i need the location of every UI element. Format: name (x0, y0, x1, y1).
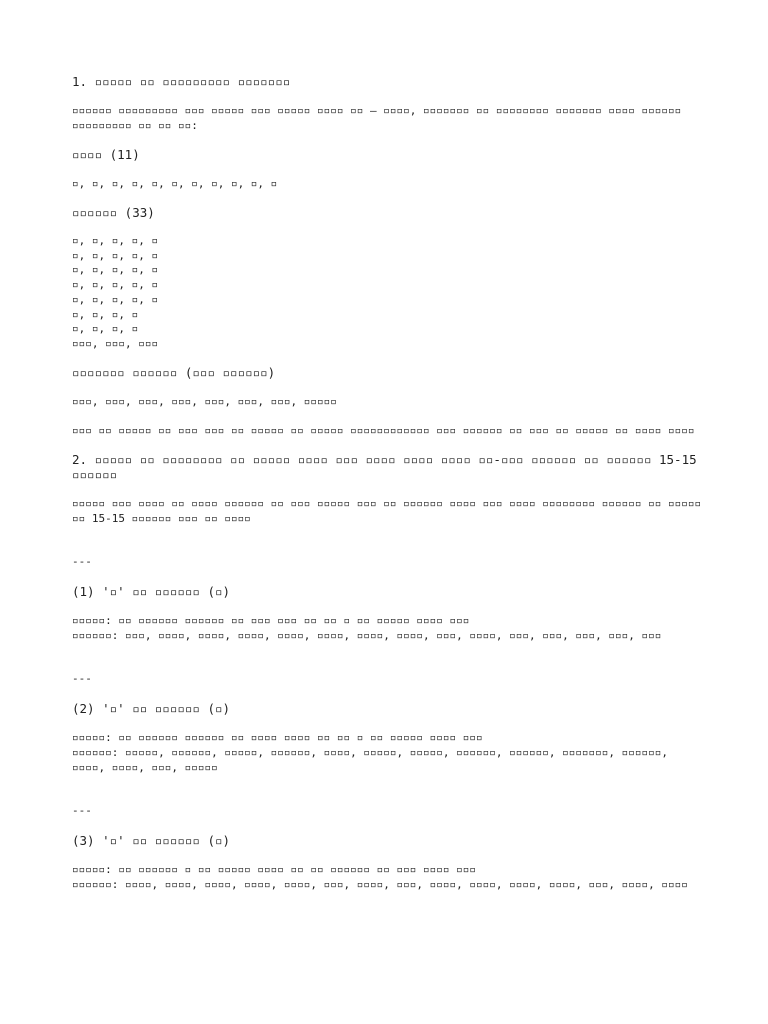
subsection-examples: ▫▫▫▫▫▫: ▫▫▫▫, ▫▫▫▫, ▫▫▫▫, ▫▫▫▫, ▫▫▫▫, ▫▫▫, ▫▫▫▫, ▫▫▫, ▫▫▫▫, ▫▫▫▫, ▫▫▫▫, ▫▫▫▫, ▫▫▫, ▫▫▫▫, ▫▫▫▫ (72, 877, 688, 891)
consonants-list (72, 234, 702, 352)
consonant-row: ▫, ▫, ▫, ▫ (72, 307, 139, 321)
subsection-examples: ▫▫▫▫▫▫: ▫▫▫, ▫▫▫▫, ▫▫▫▫, ▫▫▫▫, ▫▫▫▫, ▫▫▫▫, ▫▫▫▫, ▫▫▫▫, ▫▫▫, ▫▫▫▫, ▫▫▫, ▫▫▫, ▫▫▫, ▫▫▫, ▫▫▫ (72, 628, 662, 642)
consonant-row: ▫, ▫, ▫, ▫ (72, 322, 139, 336)
extra-consonants-list: ▫▫▫, ▫▫▫, ▫▫▫, ▫▫▫, ▫▫▫, ▫▫▫, ▫▫▫, ▫▫▫▫▫ (72, 394, 337, 408)
extra-consonants-note: ▫▫▫ ▫▫ ▫▫▫▫▫ ▫▫ ▫▫▫ ▫▫▫ ▫▫ ▫▫▫▫▫ ▫▫ ▫▫▫▫▫ ▫▫▫▫▫▫▫▫▫▫▫▫ ▫▫▫ ▫▫▫▫▫▫ ▫▫ ▫▫▫ ▫▫ ▫▫▫▫▫ ▫▫ ▫▫▫▫ ▫▫▫▫ (72, 423, 695, 437)
subsection-title: (2) '▫' ▫▫ ▫▫▫▫▫▫ (▫) (72, 700, 231, 716)
section-2-intro: ▫▫▫▫▫ ▫▫▫ ▫▫▫▫ ▫▫ ▫▫▫▫ ▫▫▫▫▫▫ ▫▫ ▫▫▫ ▫▫▫▫▫ ▫▫▫ ▫▫ ▫▫▫▫▫▫ ▫▫▫▫ ▫▫▫ ▫▫▫▫ ▫▫▫▫▫▫▫▫ ▫▫▫▫▫▫ ▫▫ ▫▫▫▫▫ ▫▫ 15-15 ▫▫▫▫▫▫ ▫▫▫ ▫▫ ▫▫▫▫ (72, 496, 708, 525)
subsection-title: (1) '▫' ▫▫ ▫▫▫▫▫▫ (▫) (72, 583, 231, 599)
consonant-row: ▫▫▫, ▫▫▫, ▫▫▫ (72, 336, 159, 350)
subsection-rule: ▫▫▫▫▫: ▫▫ ▫▫▫▫▫▫ ▫▫▫▫▫▫ ▫▫ ▫▫▫ ▫▫▫ ▫▫ ▫▫ ▫ ▫▫ ▫▫▫▫▫ ▫▫▫▫ ▫▫▫ (72, 613, 470, 627)
section-2-heading: 2. ▫▫▫▫▫ ▫▫ ▫▫▫▫▫▫▫▫ ▫▫ ▫▫▫▫▫ ▫▫▫▫ ▫▫▫ ▫▫▫▫ ▫▫▫▫ ▫▫▫▫ ▫▫-▫▫▫ ▫▫▫▫▫▫ ▫▫ ▫▫▫▫▫▫ 15-15 ▫▫▫▫▫▫ (72, 451, 705, 482)
separator: --- (72, 671, 92, 685)
vowels-title: ▫▫▫▫ (11) (72, 147, 140, 162)
consonant-row: ▫, ▫, ▫, ▫, ▫ (72, 292, 159, 306)
separator: --- (72, 803, 92, 817)
intro-paragraph: ▫▫▫▫▫▫ ▫▫▫▫▫▫▫▫▫ ▫▫▫ ▫▫▫▫▫ ▫▫▫ ▫▫▫▫▫ ▫▫▫▫ ▫▫ — ▫▫▫▫, ▫▫▫▫▫▫▫ ▫▫ ▫▫▫▫▫▫▫▫ ▫▫▫▫▫▫▫ ▫▫▫▫ ▫▫▫▫▫▫ ▫▫▫▫▫▫▫▫▫ ▫▫ ▫▫ ▫▫: (72, 104, 688, 132)
subsection-rule: ▫▫▫▫▫: ▫▫ ▫▫▫▫▫▫ ▫ ▫▫ ▫▫▫▫▫ ▫▫▫▫ ▫▫ ▫▫ ▫▫▫▫▫▫ ▫▫ ▫▫▫ ▫▫▫▫ ▫▫▫ (72, 862, 476, 876)
document-page (72, 72, 708, 892)
consonant-row: ▫, ▫, ▫, ▫, ▫ (72, 278, 159, 292)
extra-consonants-title: ▫▫▫▫▫▫▫ ▫▫▫▫▫▫ (▫▫▫ ▫▫▫▫▫▫) (72, 364, 276, 380)
vowels-list: ▫, ▫, ▫, ▫, ▫, ▫, ▫, ▫, ▫, ▫, ▫ (72, 177, 278, 190)
consonant-row: ▫, ▫, ▫, ▫, ▫ (72, 248, 159, 262)
consonant-row: ▫, ▫, ▫, ▫, ▫ (72, 234, 159, 247)
consonant-row: ▫, ▫, ▫, ▫, ▫ (72, 263, 159, 277)
subsection-rule: ▫▫▫▫▫: ▫▫ ▫▫▫▫▫▫ ▫▫▫▫▫▫ ▫▫ ▫▫▫▫ ▫▫▫▫ ▫▫ ▫▫ ▫ ▫▫ ▫▫▫▫▫ ▫▫▫▫ ▫▫▫ (72, 730, 483, 744)
subsection-title: (3) '▫' ▫▫ ▫▫▫▫▫▫ (▫) (72, 832, 231, 848)
consonants-title: ▫▫▫▫▫▫ (33) (72, 205, 155, 220)
separator: --- (72, 554, 92, 568)
subsection-examples: ▫▫▫▫▫▫: ▫▫▫▫▫, ▫▫▫▫▫▫, ▫▫▫▫▫, ▫▫▫▫▫▫, ▫▫▫▫, ▫▫▫▫▫, ▫▫▫▫▫, ▫▫▫▫▫▫, ▫▫▫▫▫▫, ▫▫▫▫▫▫▫, ▫▫▫▫▫▫, ▫▫▫▫, ▫▫▫▫, ▫▫▫, ▫▫▫▫▫ (72, 745, 675, 774)
section-1-heading: 1. ▫▫▫▫▫ ▫▫ ▫▫▫▫▫▫▫▫▫ ▫▫▫▫▫▫▫ (72, 74, 291, 89)
